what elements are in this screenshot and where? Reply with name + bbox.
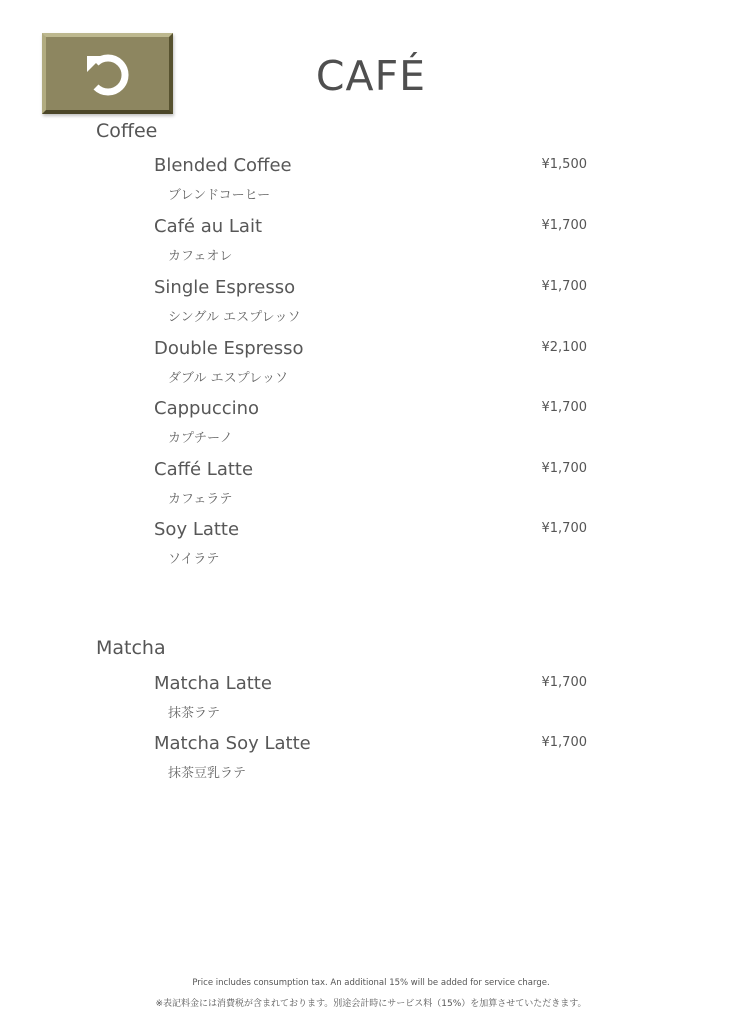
item-name: Soy Latte [154, 519, 240, 540]
item-price: ¥1,700 [541, 218, 587, 233]
item-name: Single Espresso [154, 277, 296, 298]
menu-item-blended-coffee[interactable] [154, 155, 594, 207]
item-name: Café au Lait [154, 216, 263, 237]
menu-item-cappuccino[interactable] [154, 398, 594, 450]
item-price: ¥1,700 [541, 400, 587, 415]
item-japanese-name: カプチーノ [168, 431, 233, 446]
menu-item-matcha-soy-latte[interactable] [154, 733, 594, 785]
item-price: ¥2,100 [541, 340, 587, 355]
item-japanese-name: シングル エスプレッソ [168, 310, 301, 325]
item-name: Cappuccino [154, 398, 260, 419]
section-title-matcha: Matcha [96, 637, 166, 659]
menu-item-caffe-latte[interactable] [154, 459, 594, 511]
item-japanese-name: ダブル エスプレッソ [168, 371, 288, 386]
item-japanese-name: ブレンドコーヒー [168, 188, 271, 203]
item-name: Caffé Latte [154, 459, 254, 480]
item-name: Matcha Soy Latte [154, 733, 311, 754]
menu-item-cafe-au-lait[interactable] [154, 216, 594, 268]
item-japanese-name: カフェオレ [168, 249, 233, 264]
item-japanese-name: ソイラテ [168, 552, 220, 567]
item-name: Blended Coffee [154, 155, 292, 176]
page-title: CAFÉ [315, 52, 427, 100]
item-japanese-name: カフェラテ [168, 492, 233, 507]
section-title-coffee: Coffee [96, 120, 158, 142]
menu-item-single-espresso[interactable] [154, 277, 594, 329]
item-price: ¥1,700 [541, 675, 587, 690]
item-price: ¥1,500 [541, 157, 587, 172]
item-name: Matcha Latte [154, 673, 272, 694]
item-price: ¥1,700 [541, 461, 587, 476]
menu-item-soy-latte[interactable] [154, 519, 594, 571]
footer-note-japanese: ※表記料金には消費税が含まれております。別途会計時にサービス料（15%）を加算させていただきます。 [155, 999, 587, 1009]
item-price: ¥1,700 [541, 521, 587, 536]
item-price: ¥1,700 [541, 735, 587, 750]
item-price: ¥1,700 [541, 279, 587, 294]
menu-item-double-espresso[interactable] [154, 338, 594, 390]
item-name: Double Espresso [154, 338, 304, 359]
menu-item-matcha-latte[interactable] [154, 673, 594, 725]
item-japanese-name: 抹茶豆乳ラテ [168, 766, 247, 781]
footer-note-english: Price includes consumption tax. An additional 15% will be added for service charge. [192, 978, 550, 988]
item-japanese-name: 抹茶ラテ [168, 706, 221, 721]
